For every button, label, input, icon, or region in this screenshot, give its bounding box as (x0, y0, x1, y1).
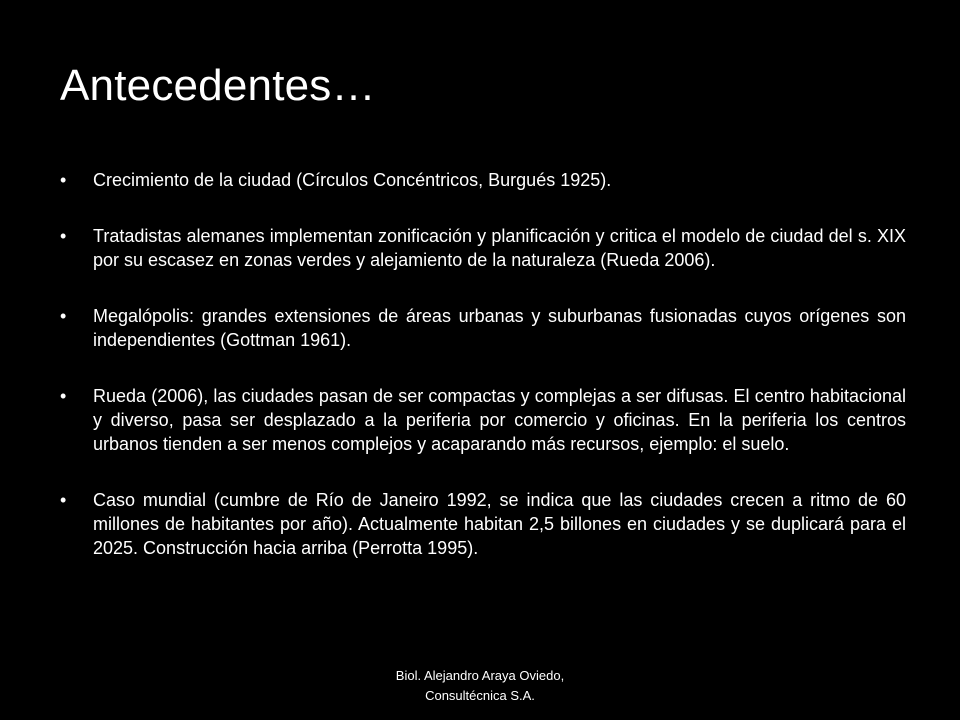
bullet-dot-icon: • (60, 306, 67, 326)
bullet-text: Megalópolis: grandes extensiones de áreas urbanas y suburbanas fusionadas cuyos orígenes son independientes (Gottman 1961). (93, 306, 906, 350)
bullet-item (60, 304, 906, 352)
bullet-text: Caso mundial (cumbre de Río de Janeiro 1992, se indica que las ciudades crecen a ritmo de 60 millones de habitantes por año). Actualmente habitan 2,5 billones en ciudades y se duplicará para el 2025. Construcción hacia arriba (Perrotta 1995). (93, 490, 906, 558)
bullet-text: Crecimiento de la ciudad (Círculos Concéntricos, Burgués 1925). (93, 170, 612, 190)
bullet-dot-icon: • (60, 226, 67, 246)
bullet-dot-icon: • (60, 386, 67, 406)
footer-author: Biol. Alejandro Araya Oviedo, (395, 668, 565, 683)
bullet-dot-icon: • (60, 170, 67, 190)
footer-credit (330, 666, 630, 706)
bullet-list (60, 168, 906, 592)
bullet-item (60, 488, 906, 560)
bullet-text: Rueda (2006), las ciudades pasan de ser compactas y complejas a ser difusas. El centro habitacional y diverso, pasa ser desplazado a la periferia por comercio y oficinas. En la periferia los centros urbanos tienden a ser menos complejos y acaparando más recursos, ejemplo: el suelo. (93, 386, 906, 454)
slide-title: Antecedentes… (60, 61, 376, 110)
bullet-dot-icon: • (60, 490, 67, 510)
bullet-item (60, 384, 906, 456)
footer-company: Consultécnica S.A. (425, 688, 535, 703)
bullet-item (60, 224, 906, 272)
bullet-item (60, 168, 906, 192)
bullet-text: Tratadistas alemanes implementan zonificación y planificación y critica el modelo de ciudad del s. XIX por su escasez en zonas verdes y alejamiento de la naturaleza (Rueda 2006). (93, 226, 906, 270)
